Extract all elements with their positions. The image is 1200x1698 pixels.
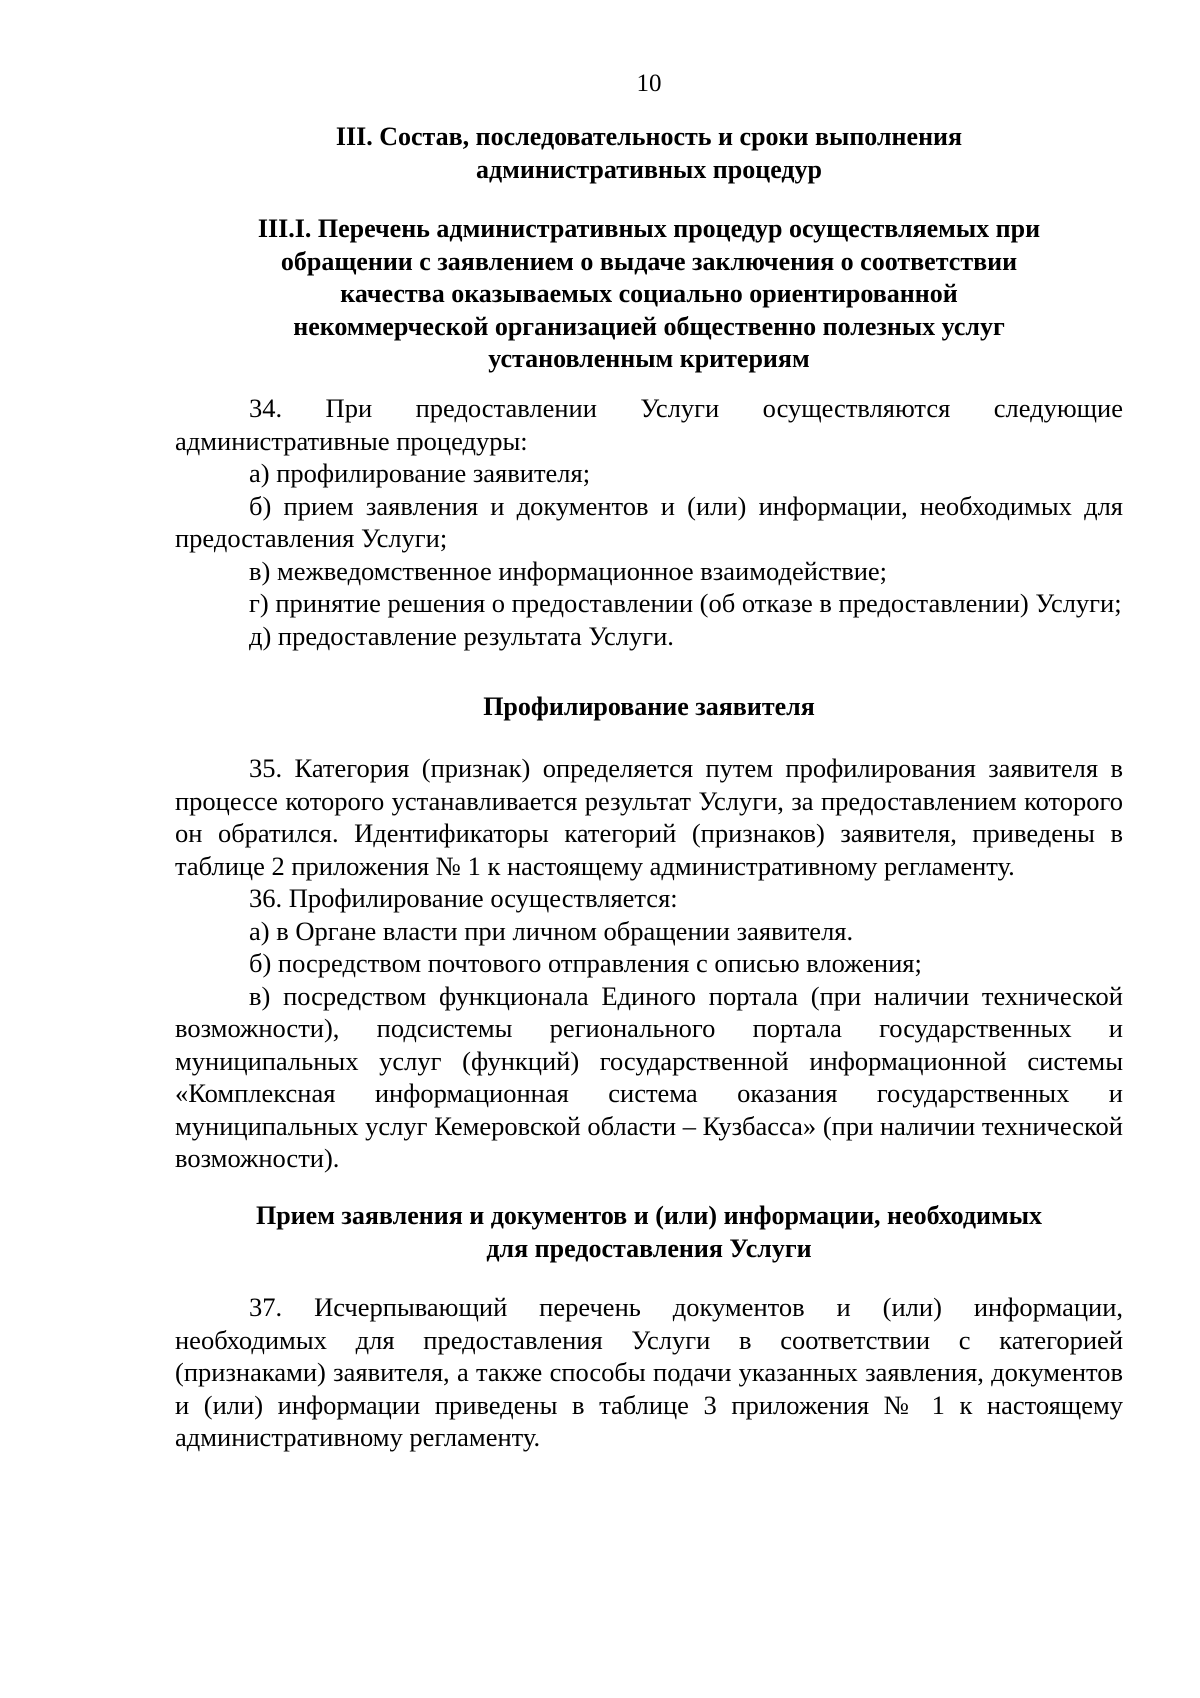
subsection-title-line: некоммерческой организацией общественно полезных услуг [293, 311, 1005, 341]
subsection-title [175, 213, 1123, 376]
subsection-title-line: установленным критериям [488, 344, 810, 373]
heading-reception-line: для предоставления Услуги [486, 1233, 812, 1263]
paragraph-34: 34. При предоставлении Услуги осуществляются следующие административные процедуры: [175, 393, 1123, 456]
profiling-section [175, 752, 1123, 1175]
list-item-v: в) посредством функционала Единого портала (при наличии технической возможности), подсистемы регионального портала государственных и муниципальных услуг (функций) государственной информационной системы «Комплексная информационная система оказания государственных и муниципальных услуг Кемеровской области – Кузбасса» (при наличии технической возможности). [175, 980, 1123, 1173]
paragraph-37: 37. Исчерпывающий перечень документов и (или) информации, необходимых для предоставления Услуги в соответствии с категорией (признаками) заявителя, а также способы подачи указанных заявления, документов и (или) информации приведены в таблице 3 приложения № 1 к настоящему административному регламенту. [175, 1292, 1123, 1452]
list-item-b: б) посредством почтового отправления с описью вложения; [249, 948, 922, 978]
heading-profiling [175, 691, 1123, 724]
list-item-b: б) прием заявления и документов и (или) информации, необходимых для предоставления Услуги; [175, 490, 1123, 553]
paragraph-36: 36. Профилирование осуществляется: [249, 883, 678, 913]
section-title [175, 121, 1123, 186]
procedures-list [175, 392, 1123, 652]
list-item-g: г) принятие решения о предоставлении (об отказе в предоставлении) Услуги; [249, 588, 1122, 618]
reception-section [175, 1291, 1123, 1454]
heading-reception-line: Прием заявления и документов и (или) информации, необходимых [255, 1201, 1042, 1230]
list-item-v: в) межведомственное информационное взаимодействие; [249, 555, 888, 586]
paragraph-35: 35. Категория (признак) определяется путем профилирования заявителя в процессе которого устанавливается результат Услуги, за предоставлением которого он обратился. Идентификаторы категорий (признаков) заявителя, приведены в таблице 2 приложения № 1 к настоящему административному регламенту. [175, 753, 1123, 881]
subsection-title-line: обращении с заявлением о выдаче заключения о соответствии [280, 246, 1018, 276]
heading-profiling-text: Профилирование заявителя [483, 692, 815, 721]
section-title-line: административных процедур [475, 154, 823, 184]
section-title-line: III. Состав, последовательность и сроки выполнения [335, 122, 963, 151]
subsection-title-line: III.I. Перечень административных процедур осуществляемых при [257, 214, 1041, 243]
heading-reception [175, 1200, 1123, 1265]
page-number: 10 [636, 70, 662, 97]
list-item-a: а) в Органе власти при личном обращении заявителя. [249, 915, 854, 946]
subsection-title-line: качества оказываемых социально ориентированной [340, 279, 958, 308]
list-item-a: а) профилирование заявителя; [249, 458, 591, 488]
list-item-d: д) предоставление результата Услуги. [249, 620, 674, 651]
